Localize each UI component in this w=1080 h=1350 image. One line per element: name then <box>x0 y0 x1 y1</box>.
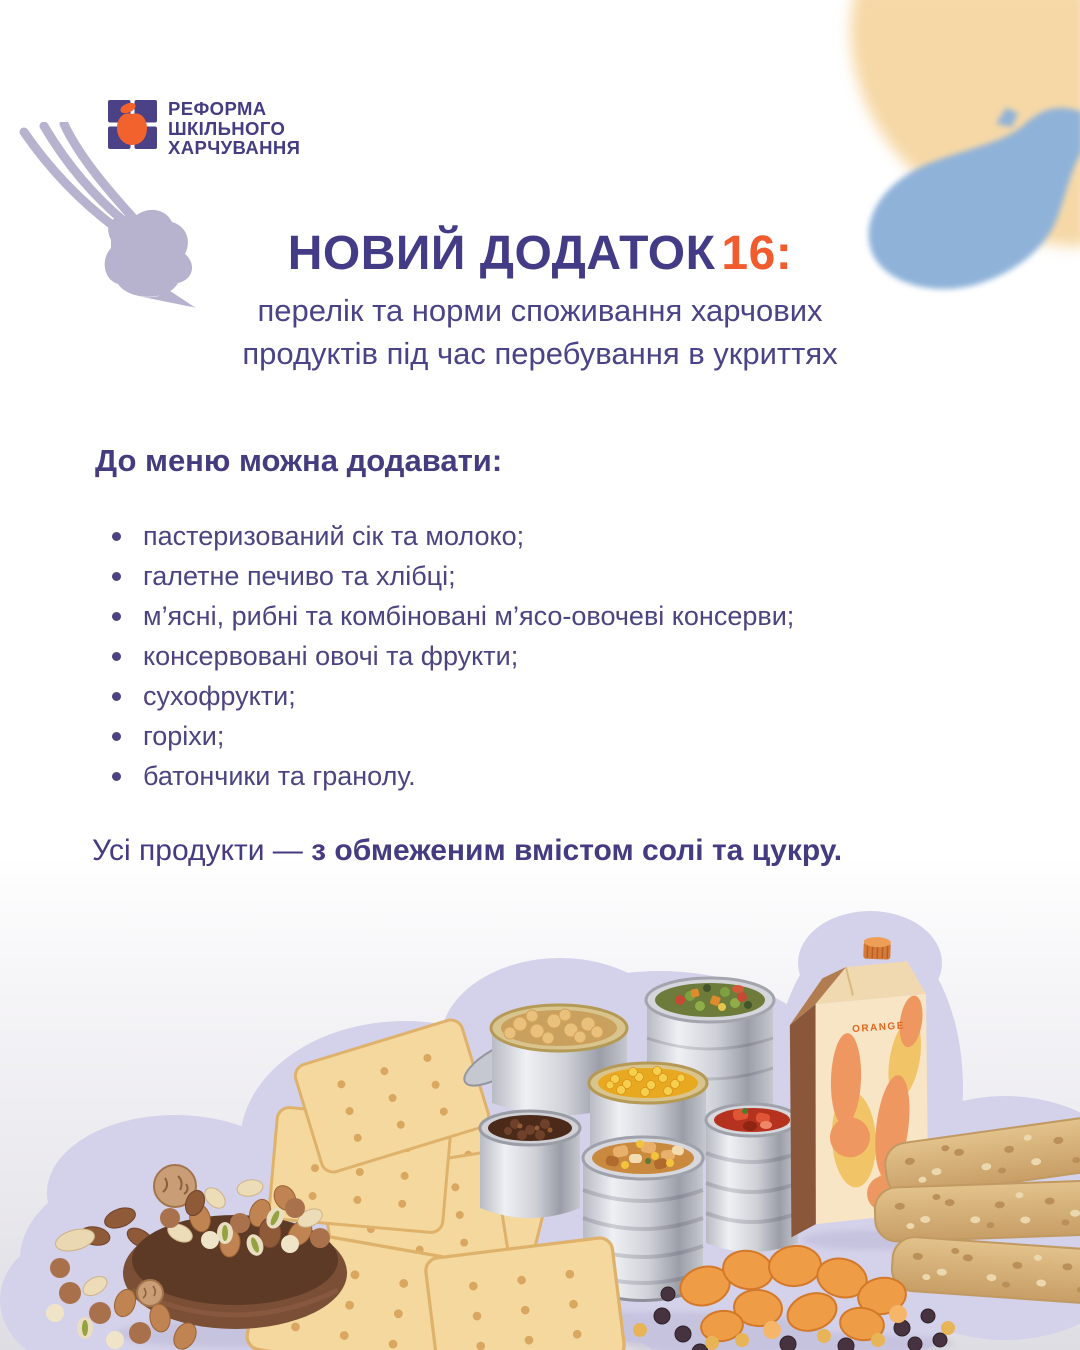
logo-icon <box>108 100 158 150</box>
logo-line-1: РЕФОРМА <box>168 98 267 119</box>
bullet-dot <box>112 652 121 661</box>
list-item <box>112 596 794 636</box>
list-item-text: м’ясні, рибні та комбіновані м’ясо-овочеві консерви; <box>143 600 795 631</box>
bullet-dot <box>112 772 121 781</box>
title-number: 16: <box>721 227 793 280</box>
logo-line-2: ШКІЛЬНОГО <box>168 117 286 139</box>
carton-label: ORANGE <box>851 1020 906 1036</box>
bullet-dot <box>112 732 121 741</box>
list-item <box>112 556 794 596</box>
list-item-text: сухофрукти; <box>143 680 296 711</box>
bullet-dot <box>112 692 121 701</box>
carton-cap <box>863 937 891 960</box>
list-item-text: галетне печиво та хлібці; <box>143 560 456 591</box>
list-item <box>112 716 794 756</box>
list-item-text: батончики та гранолу. <box>143 760 416 791</box>
logo <box>108 100 300 158</box>
list-item <box>112 756 794 796</box>
note <box>92 834 842 868</box>
page-subtitle <box>0 289 1080 375</box>
list-item <box>112 516 794 556</box>
subtitle-line-1: перелік та норми споживання харчових <box>257 293 823 328</box>
menu-heading: До меню можна додавати: <box>95 443 503 478</box>
food-collage <box>0 888 1080 1350</box>
list-item <box>112 676 794 716</box>
bullet-dot <box>112 612 121 621</box>
note-regular: Усі продукти — <box>92 834 312 867</box>
bean-stew-can <box>480 1111 580 1218</box>
list-item <box>112 636 794 676</box>
bullet-dot <box>112 572 121 581</box>
page-title <box>0 226 1080 281</box>
list-item-text: горіхи; <box>143 720 225 751</box>
logo-line-3: ХАРЧУВАННЯ <box>168 137 301 158</box>
list-item-text: консервовані овочі та фрукти; <box>143 640 519 671</box>
note-bold: з обмеженим вмістом солі та цукру. <box>311 834 843 867</box>
subtitle-line-2: продуктів під час перебування в укриттях <box>242 336 838 371</box>
menu-list <box>112 516 794 796</box>
list-item-text: пастеризований сік та молоко; <box>143 520 525 551</box>
bullet-dot <box>112 532 121 541</box>
title-text: НОВИЙ ДОДАТОК <box>287 227 716 280</box>
tomato-can <box>706 1104 798 1252</box>
